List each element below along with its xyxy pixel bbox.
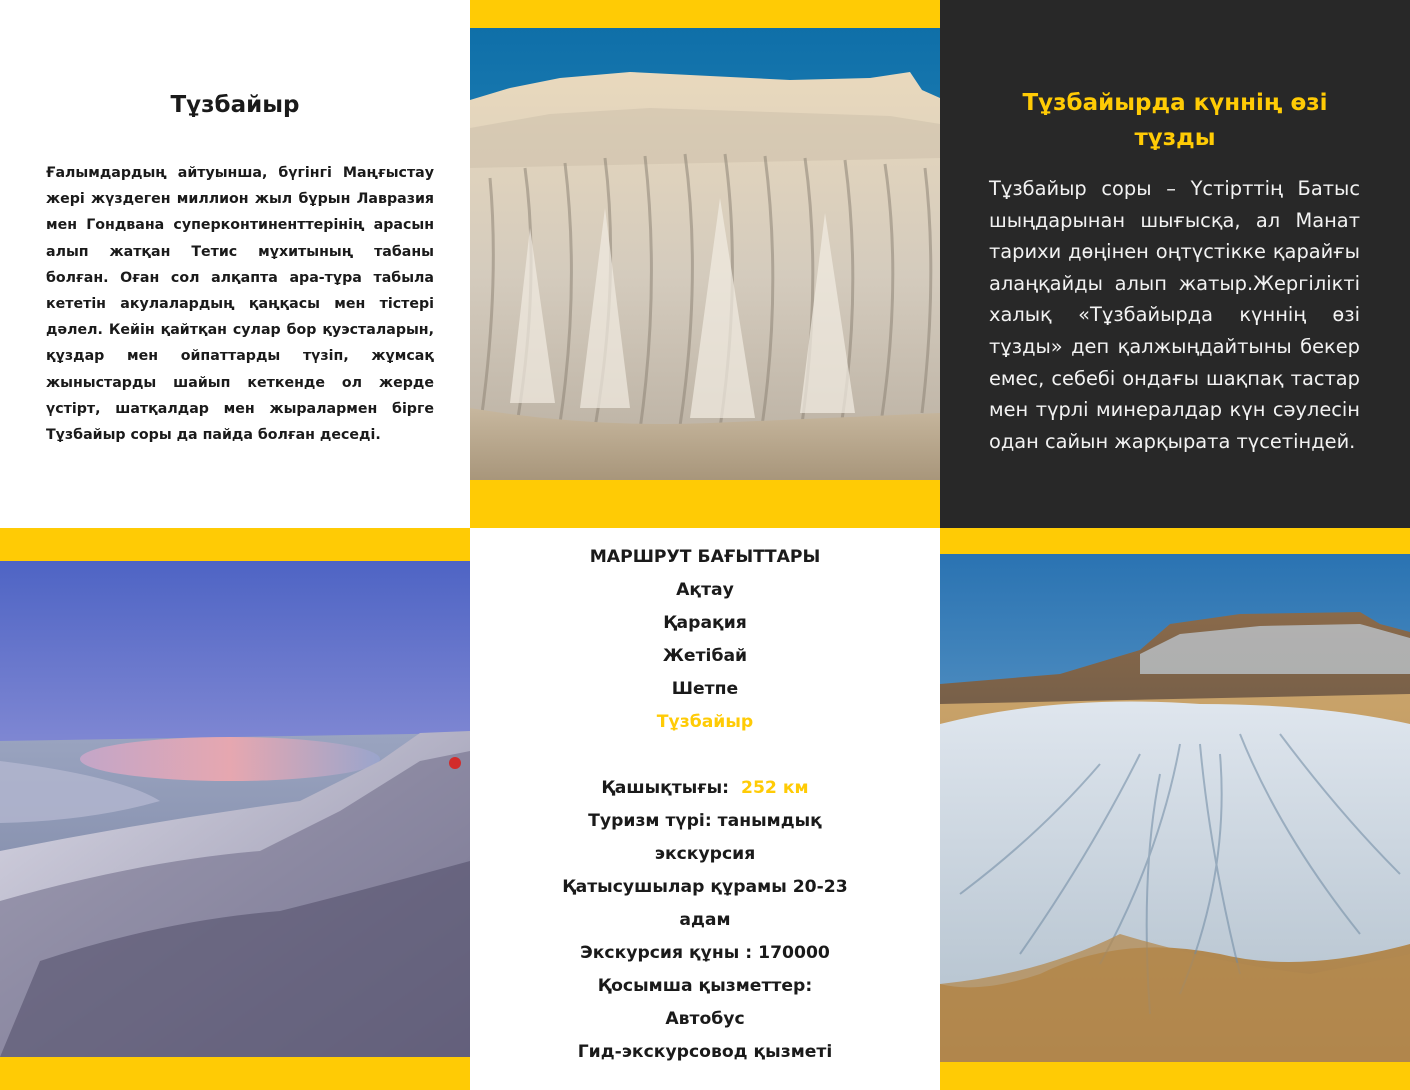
distance-line <box>490 772 920 805</box>
price-line: Экскурсия құны : 170000 <box>580 943 830 963</box>
route-heading: МАРШРУТ БАҒЫТТАРЫ <box>589 547 821 567</box>
tourism-type-line1: Туризм түрі: танымдық <box>588 811 822 831</box>
spacer <box>490 739 920 772</box>
chalk-cliffs-photo <box>470 28 940 480</box>
extra-service-item: Автобус <box>665 1009 745 1029</box>
plateau-landscape-photo <box>940 554 1410 1062</box>
route-stop: Қарақия <box>663 613 747 633</box>
route-stop: Жетібай <box>662 646 748 666</box>
tourism-type-line2: экскурсия <box>654 844 756 864</box>
intro-panel <box>0 0 470 528</box>
salty-sun-title: Тұзбайырда күннің өзі тұзды <box>1022 90 1328 151</box>
route-stop: Ақтау <box>676 580 734 600</box>
photo-panel-lake <box>0 528 470 1090</box>
route-destination: Тұзбайыр <box>656 712 754 732</box>
extra-services-label: Қосымша қызметтер: <box>597 976 813 996</box>
salt-lake-sunset-photo <box>0 561 470 1057</box>
salty-sun-panel <box>940 0 1410 528</box>
route-panel <box>470 528 940 1090</box>
route-info <box>490 541 920 1069</box>
extra-service-item: Гид-экскурсовод қызметі <box>577 1042 833 1062</box>
distance-label: Қашықтығы: <box>601 778 730 798</box>
distance-value: 252 км <box>741 778 809 798</box>
photo-panel-cliffs <box>470 0 940 528</box>
participants-line2: адам <box>679 910 731 930</box>
intro-text: Ғалымдардың айтуынша, бүгінгі Маңғыстау жері жүздеген миллион жыл бұрын Лавразия мен Гондвана суперконтиненттерінің арасын алып жатқан Тетис мұхитының табаны болған. Оған сол алқапта ара-тұра табыла кететін акулалардың қаңқасы мен тістері дәлел. Кейін қайтқан сулар бор қуэсталарын, құздар мен ойпаттарды түзіп, жұмсақ жыныстарды шайып кеткенде ол жерде үстірт, шатқалдар мен жыралармен бірге Тұзбайыр соры да пайда болған деседі. <box>46 165 434 444</box>
participants-line1: Қатысушылар құрамы 20-23 <box>562 877 848 897</box>
intro-title: Тұзбайыр <box>170 92 300 118</box>
salty-sun-text: Тұзбайыр соры – Үстірттің Батыс шыңдарынан шығысқа, ал Манат тарихи дөңінен оңтүстікке қарайғы алаңқайды алып жатыр.Жергілікті халық «Тұзбайырда күннің өзі тұзды» деп қалжыңдайтыны бекер емес, себебі ондағы шақпақ тастар мен түрлі минералдар күн сәулесін одан сайын жарқырата түсетіндей. <box>989 177 1360 453</box>
photo-panel-plateau <box>940 528 1410 1090</box>
route-stop: Шетпе <box>671 679 739 699</box>
